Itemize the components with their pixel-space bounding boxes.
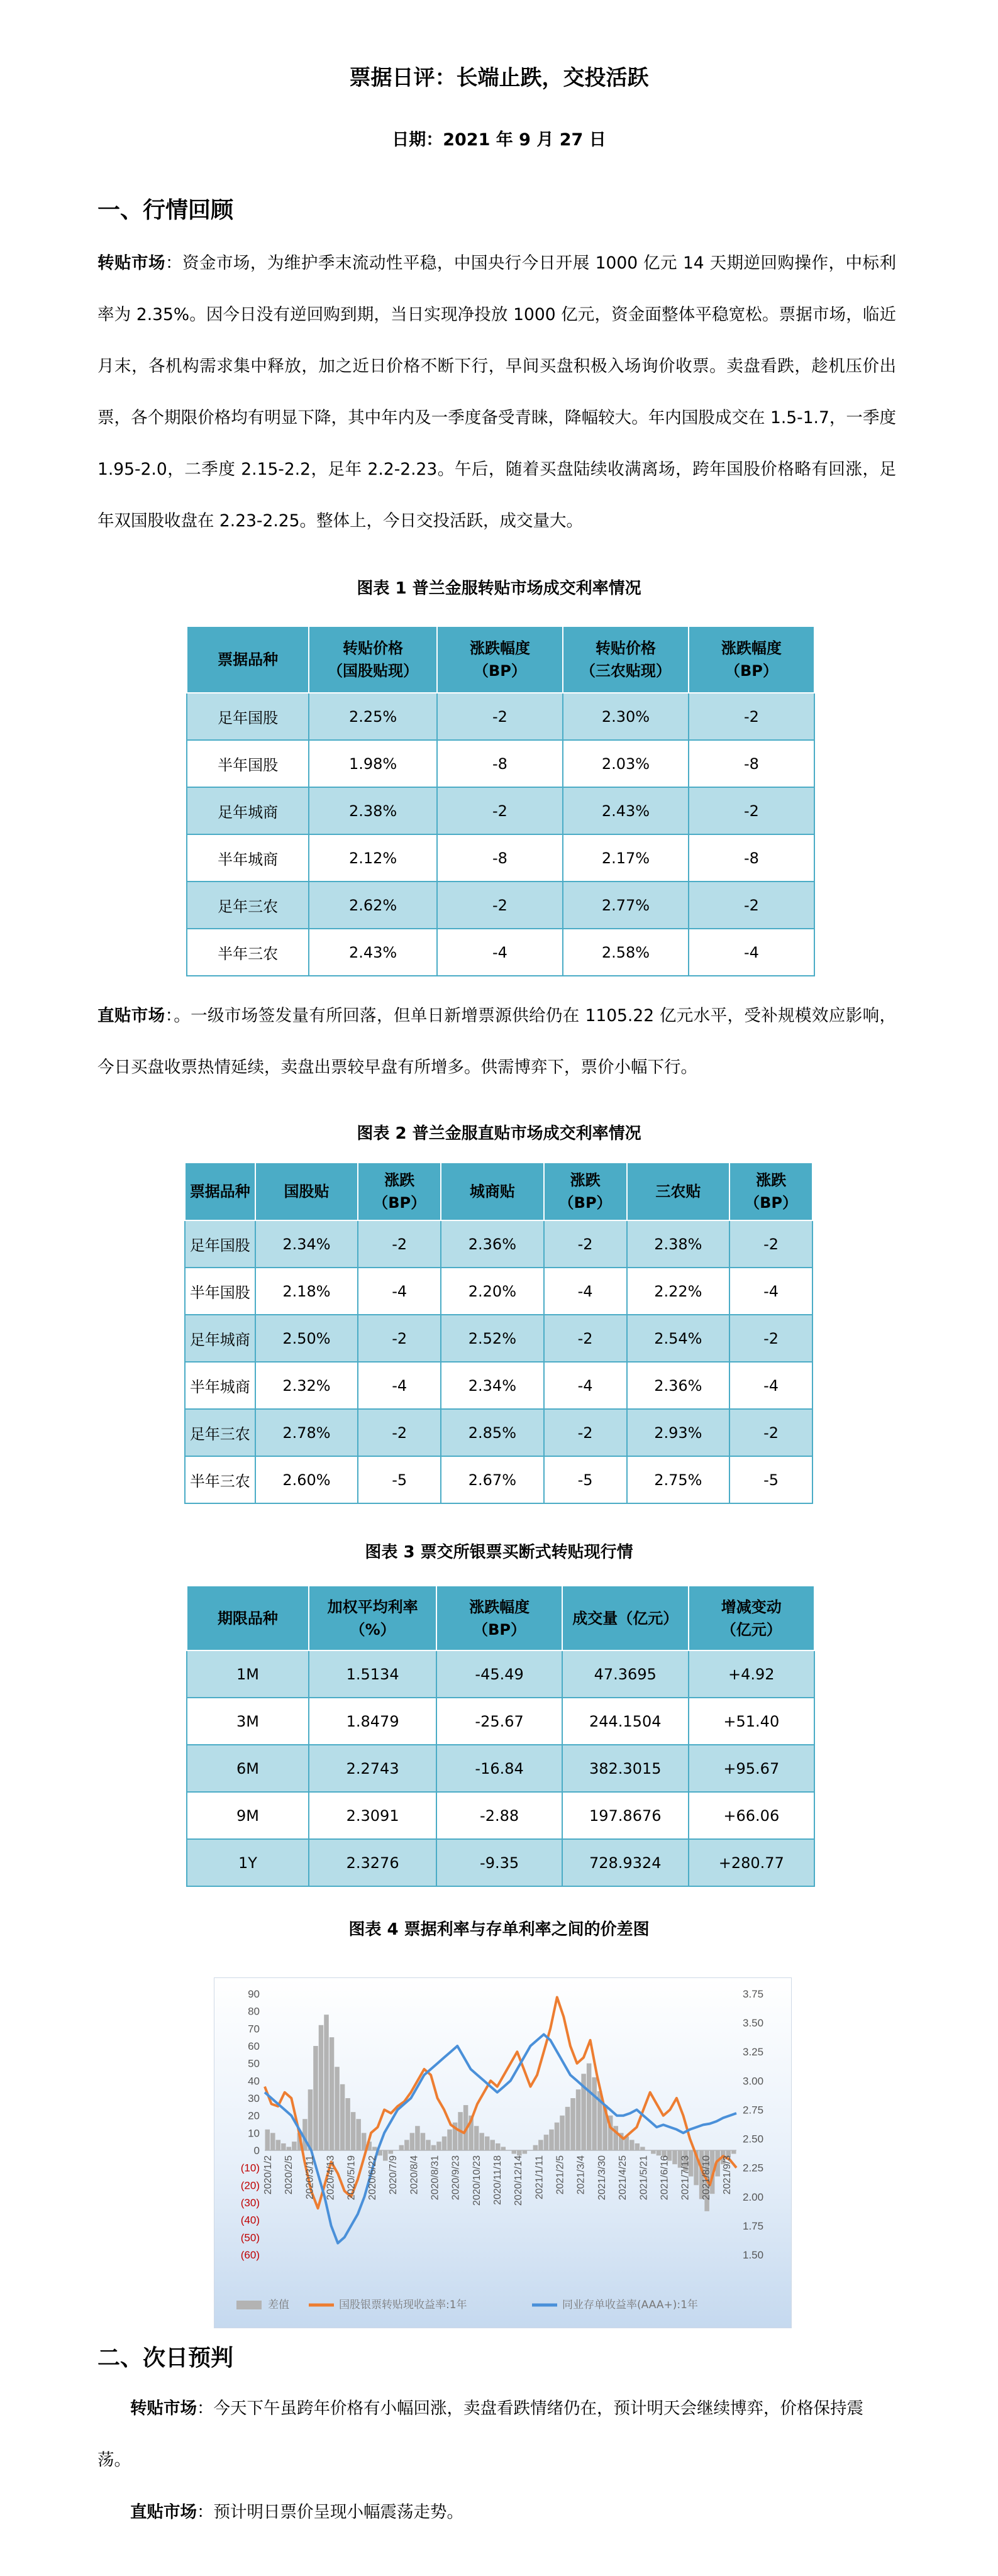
table-cell: +4.92 (689, 1650, 814, 1698)
column-header-line: 期限品种 (217, 1609, 278, 1627)
table-row (185, 1362, 812, 1409)
spread-bar (672, 2150, 677, 2164)
x-axis-tick-label: 2020/3/11 (304, 2155, 316, 2199)
table-cell: 2.62% (309, 882, 437, 929)
right-axis-tick-label: 2.25 (743, 2162, 764, 2174)
left-axis-tick-label: (40) (240, 2214, 260, 2226)
table-row (187, 693, 814, 740)
spread-bar (629, 2140, 635, 2150)
column-header-line: （%） (350, 1620, 396, 1639)
column-header-line: 票据品种 (189, 1183, 250, 1200)
spread-bar (538, 2140, 543, 2150)
table-cell: 2.34% (255, 1220, 358, 1268)
table-header-row (185, 1163, 812, 1220)
column-header (441, 1163, 544, 1220)
zhitie-text: ：。一级市场签发量有所回落，但单日新增票源供给仍在 1105.22 亿元水平，受补规模效应影响，今日买盘收票热情延续，卖盘出票较早盘有所增多。供需博弈下，票价小幅下行。 (97, 1006, 896, 1077)
table-cell: 2.54% (627, 1315, 730, 1362)
table-cell: 244.1504 (562, 1698, 689, 1745)
table-cell: 2.17% (563, 834, 689, 882)
section2-heading: 二、次日预判 (97, 2345, 234, 2371)
left-axis-tick-label: 90 (248, 1988, 260, 2000)
table-cell: -5 (358, 1456, 441, 1503)
table-cell: -2 (544, 1315, 627, 1362)
zhuantie-paragraph (97, 238, 896, 547)
spread-bar (560, 2116, 565, 2150)
table-cell: -2 (358, 1315, 441, 1362)
column-header (255, 1163, 358, 1220)
table-cell: -2 (544, 1409, 627, 1456)
table-cell: -9.35 (436, 1839, 562, 1886)
x-axis-tick-label: 2020/9/23 (450, 2155, 462, 2201)
chart-caption: 图表 4 票据利率与存单利率之间的价差图 (348, 1920, 650, 1939)
legend-label-discount: 国股银票转贴现收益率:1年 (339, 2299, 467, 2311)
x-axis-tick-label: 2021/3/4 (575, 2155, 587, 2195)
table-cell: 2.67% (441, 1456, 544, 1503)
spread-bar (356, 2119, 361, 2150)
zhuantie-text: ：资金市场，为维护季末流动性平稳，中国央行今日开展 1000 亿元 14 天期逆回购操作，中标利率为 2.35%。因今日没有逆回购到期，当日实现净投放 1000 亿元，资金面整体平稳宽松。票据市场，临近月末，各机构需求集中释放，加之近日价格不断下行，早间买盘积极入场询价收票。卖盘看跌，趁机压价出票，各个期限价格均有明显下降，其中年内及一季度备受青睐，降幅较大。年内国股成交在 1.5-1.7，一季度 1.95-2.0，二季度 2.15-2.2，足年 2.2-2.23。午后，随着买盘陆续收满离场，跨年国股价格略有回涨，足年双国股收盘在 2.23-2.25。整体上，今日交投活跃，成交量大。 (97, 253, 896, 531)
spread-bar (570, 2098, 575, 2150)
column-header-line: （BP） (373, 1194, 426, 1212)
spread-bar (523, 2150, 528, 2154)
column-header-line: （BP） (745, 1194, 798, 1212)
table-cell: 1.5134 (309, 1650, 436, 1698)
left-axis-tick-label: 80 (248, 2005, 260, 2018)
column-header-line: 涨跌幅度 (469, 1598, 530, 1616)
spread-bar (399, 2145, 404, 2150)
spread-bar (485, 2137, 490, 2150)
left-axis-tick-label: 30 (248, 2092, 260, 2104)
column-header (436, 1586, 562, 1650)
right-axis-tick-label: 3.75 (743, 1988, 764, 2000)
left-axis-tick-label: 0 (253, 2145, 260, 2157)
table-row (187, 1839, 814, 1886)
table-cell: 3M (187, 1698, 309, 1745)
column-header-line: 国股贴 (284, 1183, 330, 1200)
column-header-line: （BP） (724, 662, 778, 680)
table-row (187, 740, 814, 787)
table-cell: -2 (729, 1315, 812, 1362)
column-header (358, 1163, 441, 1220)
table-row (187, 929, 814, 976)
right-axis-tick-label: 2.75 (743, 2104, 764, 2116)
right-axis-tick-label: 2.00 (743, 2191, 764, 2203)
table-row (185, 1268, 812, 1315)
left-axis-tick-label: 60 (248, 2040, 260, 2052)
column-header (729, 1163, 812, 1220)
table-cell: 2.85% (441, 1409, 544, 1456)
table-cell: 2.34% (441, 1362, 544, 1409)
table-cell: 2.03% (563, 740, 689, 787)
spread-bar (281, 2143, 286, 2150)
left-axis-tick-label: (10) (240, 2162, 260, 2174)
spread-bar (292, 2142, 297, 2150)
spread-bar (287, 2147, 292, 2150)
table-cell: 2.20% (441, 1268, 544, 1315)
table-cell: -2 (437, 693, 563, 740)
spread-bar (421, 2133, 426, 2150)
table-cell: -4 (544, 1268, 627, 1315)
x-axis-tick-label: 2021/9/3 (722, 2155, 733, 2195)
table-row (185, 1315, 812, 1362)
section1-heading: 一、行情回顾 (97, 197, 234, 223)
table-cell: 半年三农 (187, 929, 309, 976)
x-axis-tick-label: 2021/1/11 (534, 2155, 545, 2199)
column-header-line: （BP） (473, 1620, 526, 1639)
spread-bar (319, 2025, 324, 2150)
spread-bar (335, 2067, 340, 2150)
column-header-line: 涨跌 (384, 1171, 415, 1189)
table-cell: 2.43% (563, 787, 689, 834)
table-header-row (187, 626, 814, 693)
table-cell: 2.36% (627, 1362, 730, 1409)
spread-bar (415, 2126, 420, 2150)
zhitie-paragraph (97, 990, 896, 1093)
table-cell: 2.78% (255, 1409, 358, 1456)
table-cell: -45.49 (436, 1650, 562, 1698)
spread-bar (340, 2084, 345, 2150)
table-row (187, 787, 814, 834)
spread-bar (587, 2064, 592, 2150)
forecast-zhitie-text: ：预计明日票价呈现小幅震荡走势。 (197, 2502, 463, 2522)
table-cell: 2.2743 (309, 1745, 436, 1792)
left-axis-tick-label: 50 (248, 2057, 260, 2070)
left-axis-tick-label: 40 (248, 2075, 260, 2087)
spread-bar (731, 2150, 736, 2154)
table-row (187, 834, 814, 882)
spread-bar (592, 2077, 597, 2150)
table-cell: -2 (437, 787, 563, 834)
column-header-line: 成交量（亿元） (572, 1609, 679, 1627)
table-row (187, 1650, 814, 1698)
table-cell: -2 (689, 693, 814, 740)
table-cell: +280.77 (689, 1839, 814, 1886)
table-row (187, 1745, 814, 1792)
report-date: 日期：2021 年 9 月 27 日 (392, 130, 606, 150)
spread-bar (651, 2150, 656, 2154)
table-cell: 足年国股 (185, 1220, 255, 1268)
x-axis-tick-label: 2020/11/18 (492, 2155, 503, 2205)
table-cell: +95.67 (689, 1745, 814, 1792)
table-cell: 2.3091 (309, 1792, 436, 1839)
left-axis-tick-label: 70 (248, 2023, 260, 2035)
column-header-line: 三农贴 (655, 1183, 701, 1200)
table-cell: 足年城商 (187, 787, 309, 834)
table-cell: -8 (689, 834, 814, 882)
spread-bar (635, 2143, 640, 2150)
table-cell: +51.40 (689, 1698, 814, 1745)
forecast-zhuantie (97, 2383, 896, 2486)
spread-bar (389, 2150, 394, 2154)
table-cell: 1M (187, 1650, 309, 1698)
table-cell: -2 (729, 1409, 812, 1456)
spread-bar (330, 2037, 335, 2150)
spread-bar (351, 2112, 356, 2150)
column-header-line: （BP） (474, 662, 526, 680)
x-axis-tick-label: 2021/5/21 (638, 2155, 650, 2201)
forecast-zhuantie-label: 转贴市场 (130, 2399, 197, 2418)
table-cell: 2.38% (627, 1220, 730, 1268)
column-header-line: （BP） (558, 1194, 612, 1212)
spread-bar (270, 2133, 275, 2150)
table-row (185, 1409, 812, 1456)
table-cell: 2.58% (563, 929, 689, 976)
table-cell: 2.75% (627, 1456, 730, 1503)
x-axis-tick-label: 2020/2/5 (284, 2155, 295, 2195)
x-axis-tick-label: 2021/6/16 (659, 2155, 670, 2201)
x-axis-tick-label: 2021/2/5 (555, 2155, 566, 2195)
table-cell: -2 (437, 882, 563, 929)
column-header-line: 涨跌幅度 (469, 639, 530, 657)
column-header (185, 1163, 255, 1220)
spread-bar (555, 2123, 560, 2150)
table-cell: -2 (358, 1220, 441, 1268)
table-cell: 1.8479 (309, 1698, 436, 1745)
table-cell: -4 (729, 1268, 812, 1315)
forecast-zhitie-label: 直贴市场 (130, 2502, 197, 2522)
column-header-line: 涨跌 (756, 1171, 787, 1189)
table-cell: 2.38% (309, 787, 437, 834)
table-cell: 2.60% (255, 1456, 358, 1503)
table-header-row (187, 1586, 814, 1650)
x-axis-tick-label: 2020/1/2 (263, 2155, 274, 2195)
table-cell: 2.77% (563, 882, 689, 929)
spread-bar (479, 2133, 484, 2150)
table-cell: 半年城商 (185, 1362, 255, 1409)
column-header-line: （亿元） (721, 1620, 782, 1639)
table-cell: -2.88 (436, 1792, 562, 1839)
table-cell: 半年城商 (187, 834, 309, 882)
table-cell: -4 (437, 929, 563, 976)
table-cell: 2.3276 (309, 1839, 436, 1886)
table2-caption: 图表 2 普兰金服直贴市场成交利率情况 (357, 1124, 641, 1143)
column-header (627, 1163, 730, 1220)
column-header-line: 涨跌幅度 (721, 639, 782, 657)
spread-bar (372, 2147, 377, 2150)
legend-label-spread: 差值 (268, 2299, 289, 2311)
right-axis-tick-label: 3.00 (743, 2075, 764, 2087)
table-cell: 197.8676 (562, 1792, 689, 1839)
zhitie-label: 直贴市场 (97, 1006, 165, 1025)
column-header (309, 626, 437, 693)
left-axis-tick-label: (50) (240, 2231, 260, 2244)
table-cell: -2 (544, 1220, 627, 1268)
legend-swatch-spread (236, 2301, 262, 2309)
table-cell: 1Y (187, 1839, 309, 1886)
spread-bar (517, 2150, 522, 2155)
table-cell: -4 (689, 929, 814, 976)
column-header (309, 1586, 436, 1650)
x-axis-tick-label: 2020/8/4 (409, 2155, 420, 2195)
table-cell: 半年国股 (185, 1268, 255, 1315)
table-row (187, 882, 814, 929)
spread-bar (447, 2130, 452, 2150)
table-cell: +66.06 (689, 1792, 814, 1839)
spread-bar (501, 2147, 506, 2150)
table-cell: 382.3015 (562, 1745, 689, 1792)
table-cell: -5 (729, 1456, 812, 1503)
spread-bar (308, 2089, 313, 2150)
column-header (563, 626, 689, 693)
spread-bar (324, 2015, 329, 2150)
table-row (185, 1220, 812, 1268)
right-axis-tick-label: 3.50 (743, 2017, 764, 2030)
x-axis-tick-label: 2020/7/9 (388, 2155, 399, 2195)
spread-bar (512, 2150, 517, 2154)
table-cell: 半年国股 (187, 740, 309, 787)
left-axis-tick-label: 20 (248, 2109, 260, 2122)
spread-bar (436, 2142, 441, 2150)
table-cell: -5 (544, 1456, 627, 1503)
column-header-line: 增减变动 (721, 1598, 782, 1616)
x-axis-tick-label: 2021/8/10 (701, 2155, 712, 2201)
x-axis-tick-label: 2021/4/25 (618, 2155, 629, 2201)
spread-bar (313, 2046, 318, 2150)
table1 (186, 626, 815, 976)
left-axis-tick-label: (20) (240, 2179, 260, 2192)
x-axis-tick-label: 2020/4/13 (325, 2155, 336, 2201)
spread-bar (544, 2135, 549, 2150)
spread-chart-svg (214, 1978, 791, 2328)
table-cell: 2.18% (255, 1268, 358, 1315)
spread-bar (496, 2143, 501, 2150)
right-axis-tick-label: 2.50 (743, 2133, 764, 2145)
table-cell: 2.50% (255, 1315, 358, 1362)
spread-bar (410, 2133, 415, 2150)
table1-caption: 图表 1 普兰金服转贴市场成交利率情况 (357, 579, 641, 598)
spread-bar (490, 2140, 495, 2150)
table-cell: -8 (437, 740, 563, 787)
zhuantie-label: 转贴市场 (97, 253, 165, 273)
left-axis-tick-label: 10 (248, 2127, 260, 2140)
column-header-line: （三农贴现） (580, 662, 671, 680)
table-row (187, 1698, 814, 1745)
table-cell: -4 (358, 1362, 441, 1409)
column-header (544, 1163, 627, 1220)
table-cell: 2.36% (441, 1220, 544, 1268)
legend-label-cd: 同业存单收益率(AAA+):1年 (562, 2299, 698, 2311)
column-header (187, 626, 309, 693)
table-row (185, 1456, 812, 1503)
column-header (562, 1586, 689, 1650)
table-cell: 6M (187, 1745, 309, 1792)
table-cell: -4 (544, 1362, 627, 1409)
spread-bar (442, 2137, 447, 2150)
column-header-line: 转贴价格 (343, 639, 404, 657)
page-title: 票据日评：长端止跌，交投活跃 (349, 65, 649, 91)
table-cell: 2.25% (309, 693, 437, 740)
right-axis-tick-label: 3.25 (743, 2046, 764, 2059)
table-cell: 2.32% (255, 1362, 358, 1409)
table-row (187, 1792, 814, 1839)
table-cell: 2.12% (309, 834, 437, 882)
right-axis-tick-label: 1.75 (743, 2219, 764, 2232)
table-cell: -2 (729, 1220, 812, 1268)
table-cell: 47.3695 (562, 1650, 689, 1698)
column-header (689, 1586, 814, 1650)
table-cell: 足年三农 (185, 1409, 255, 1456)
table-cell: -2 (689, 882, 814, 929)
spread-bar (276, 2140, 281, 2150)
left-axis-tick-label: (30) (240, 2197, 260, 2209)
spread-bar (345, 2098, 350, 2150)
spread-bar (576, 2089, 581, 2150)
x-axis-tick-label: 2020/12/14 (513, 2155, 524, 2206)
x-axis-tick-label: 2020/6/22 (367, 2155, 378, 2201)
table-cell: 9M (187, 1792, 309, 1839)
spread-bar (533, 2145, 538, 2150)
table-cell: -8 (437, 834, 563, 882)
table-cell: 2.30% (563, 693, 689, 740)
spread-bar (474, 2126, 479, 2150)
table-cell: 728.9324 (562, 1839, 689, 1886)
x-axis-tick-label: 2020/5/19 (346, 2155, 357, 2201)
table-cell: -25.67 (436, 1698, 562, 1745)
forecast-zhuantie-text: ：今天下午虽跨年价格有小幅回涨，卖盘看跌情绪仍在，预计明天会继续博弈，价格保持震荡。 (97, 2399, 863, 2470)
x-axis-tick-label: 2020/10/23 (471, 2155, 482, 2206)
spread-bar (565, 2107, 570, 2150)
table-cell: 半年三农 (185, 1456, 255, 1503)
spread-bar (657, 2150, 662, 2155)
column-header-line: （国股贴现） (328, 662, 419, 680)
table-cell: -4 (358, 1268, 441, 1315)
spread-bar (431, 2145, 436, 2150)
spread-bar (640, 2147, 645, 2150)
table-cell: -16.84 (436, 1745, 562, 1792)
right-axis-tick-label: 1.50 (743, 2249, 764, 2261)
column-header (689, 626, 814, 693)
table-cell: -2 (358, 1409, 441, 1456)
left-axis-tick-label: (60) (240, 2249, 260, 2261)
table-cell: 2.22% (627, 1268, 730, 1315)
table-cell: 足年国股 (187, 693, 309, 740)
column-header-line: 涨跌 (570, 1171, 601, 1189)
column-header-line: 加权平均利率 (327, 1598, 418, 1616)
table-cell: -2 (689, 787, 814, 834)
table-cell: -4 (729, 1362, 812, 1409)
spread-bar (426, 2140, 431, 2150)
table3-caption: 图表 3 票交所银票买断式转贴现行情 (365, 1543, 633, 1562)
column-header (437, 626, 563, 693)
spread-bar (383, 2150, 388, 2161)
column-header-line: 转贴价格 (595, 639, 656, 657)
forecast-zhitie (97, 2487, 896, 2538)
table-cell: 2.93% (627, 1409, 730, 1456)
table-cell: 足年城商 (185, 1315, 255, 1362)
column-header-line: 城商贴 (469, 1183, 515, 1200)
spread-bar (265, 2130, 270, 2150)
table-cell: 足年三农 (187, 882, 309, 929)
table2 (184, 1162, 813, 1504)
table3 (186, 1585, 815, 1887)
column-header (187, 1586, 309, 1650)
spread-chart (214, 1977, 792, 2328)
table-cell: 2.52% (441, 1315, 544, 1362)
column-header-line: 票据品种 (218, 651, 279, 668)
x-axis-tick-label: 2021/3/30 (596, 2155, 607, 2201)
x-axis-tick-label: 2021/7/13 (680, 2155, 691, 2201)
table-cell: -8 (689, 740, 814, 787)
table-cell: 2.43% (309, 929, 437, 976)
table-cell: 1.98% (309, 740, 437, 787)
x-axis-tick-label: 2020/8/31 (430, 2155, 441, 2201)
spread-bar (549, 2130, 554, 2150)
spread-bar (404, 2140, 409, 2150)
